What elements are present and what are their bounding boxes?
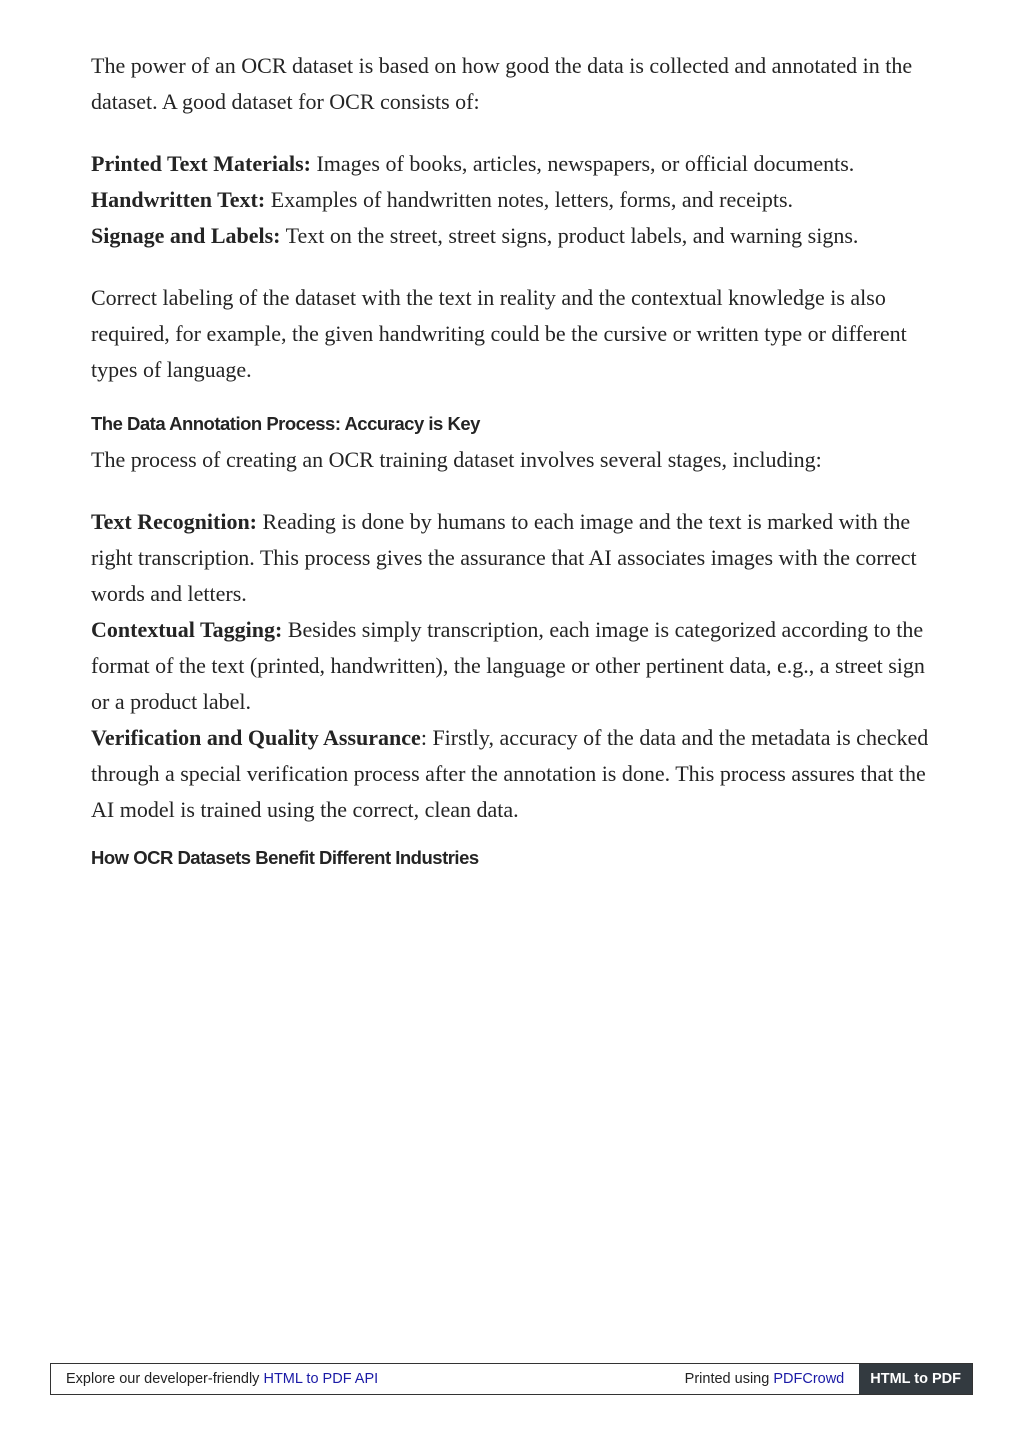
item-label: Handwritten Text:: [91, 187, 266, 212]
pdfcrowd-footer-bar: [50, 1363, 973, 1395]
list-item: [91, 504, 941, 612]
item-label: Verification and Quality Assurance: [91, 725, 421, 750]
pdfcrowd-link[interactable]: PDFCrowd: [773, 1371, 845, 1387]
item-text: Reading is done by humans to each image and the text is marked with the right transcription. This process gives the assurance that AI associates images with the correct words and letters.: [91, 509, 917, 606]
item-text: : Firstly, accuracy of the data and the metadata is checked through a special verification process after the annotation is done. This process assures that the AI model is trained using the correct, clean data.: [91, 725, 929, 822]
section-heading-industries: How OCR Datasets Benefit Different Industries: [91, 847, 479, 868]
list-item: [91, 218, 941, 254]
item-text: Examples of handwritten notes, letters, forms, and receipts.: [265, 187, 794, 212]
dataset-components-list: [91, 146, 941, 254]
process-intro-paragraph: The process of creating an OCR training dataset involves several stages, including:: [91, 447, 822, 472]
article-body: [91, 48, 941, 872]
footer-explore: [51, 1371, 685, 1387]
labeling-paragraph: Correct labeling of the dataset with the text in reality and the contextual knowledge is also required, for example, the given handwriting could be the cursive or written type or different types of language.: [91, 285, 907, 382]
html-to-pdf-api-link[interactable]: HTML to PDF API: [263, 1371, 379, 1387]
item-text: Images of books, articles, newspapers, or official documents.: [310, 151, 855, 176]
section-heading-annotation: The Data Annotation Process: Accuracy is Key: [91, 413, 480, 434]
footer-printed-text: Printed using: [684, 1371, 774, 1387]
list-item: [91, 720, 941, 828]
process-stages-list: [91, 504, 941, 828]
item-label: Signage and Labels:: [91, 223, 281, 248]
item-label: Contextual Tagging:: [91, 617, 283, 642]
list-item: [91, 612, 941, 720]
html-to-pdf-badge[interactable]: HTML to PDF: [859, 1364, 972, 1394]
footer-printed: [685, 1371, 860, 1387]
item-text: Text on the street, street signs, product labels, and warning signs.: [280, 223, 859, 248]
list-item: [91, 182, 941, 218]
item-text: Besides simply transcription, each image is categorized according to the format of the text (printed, handwritten), the language or other pertinent data, e.g., a street sign or a product label.: [91, 617, 925, 714]
item-label: Text Recognition:: [91, 509, 258, 534]
item-label: Printed Text Materials:: [91, 151, 311, 176]
footer-explore-text: Explore our developer-friendly: [66, 1371, 264, 1387]
list-item: [91, 146, 941, 182]
intro-paragraph: The power of an OCR dataset is based on how good the data is collected and annotated in the dataset. A good dataset for OCR consists of:: [91, 53, 913, 114]
